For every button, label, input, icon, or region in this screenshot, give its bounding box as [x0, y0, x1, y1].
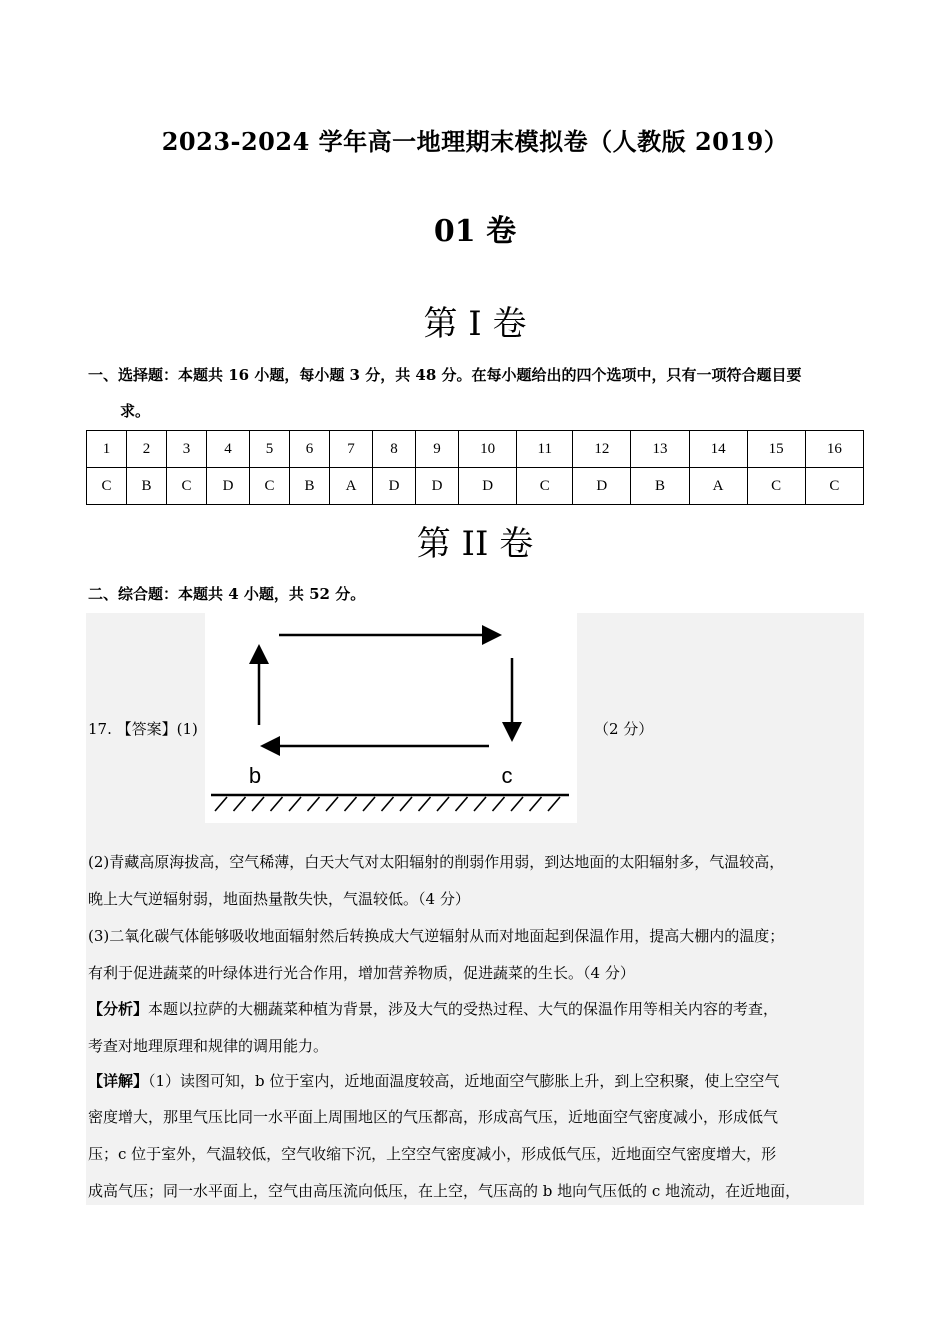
answer-line-1: (2)青藏高原海拔高，空气稀薄，白天大气对太阳辐射的削弱作用弱，到达地面的太阳辐射多，气温较高，	[88, 853, 785, 871]
hatch-mark	[511, 797, 523, 811]
answer-cell: C	[87, 468, 127, 505]
answer-cell: C	[747, 468, 805, 505]
answer-cell: B	[631, 468, 689, 505]
detail-line-1	[88, 1071, 779, 1091]
label-b: b	[248, 763, 262, 788]
answer-cell: D	[573, 468, 631, 505]
part1-heading: 第 I 卷	[423, 304, 527, 344]
question-number-cell: 10	[459, 431, 517, 468]
question-number-cell: 13	[631, 431, 689, 468]
answer-cell: C	[167, 468, 207, 505]
answer-cell: C	[805, 468, 863, 505]
answer-line-3: (3)二氧化碳气体能够吸收地面辐射然后转换成大气逆辐射从而对地面起到保温作用，提高大棚内的温度；	[88, 927, 785, 945]
hatch-mark	[493, 797, 505, 811]
answer-table-number-row	[87, 431, 864, 468]
question-number-cell: 7	[330, 431, 373, 468]
answer-cell: D	[373, 468, 416, 505]
circulation-diagram	[205, 613, 577, 823]
hatch-mark	[437, 797, 449, 811]
hatch-mark	[548, 797, 560, 811]
hatch-mark	[326, 797, 338, 811]
detail-line-2: 密度增大，那里气压比同一水平面上周围地区的气压都高，形成高气压，近地面空气密度减小，形成低气	[88, 1108, 779, 1126]
detail-line-4: 成高气压；同一水平面上，空气由高压流向低压，在上空，气压高的 b 地向气压低的 c 地流动，在近地面，	[88, 1182, 801, 1200]
answer-cell: D	[459, 468, 517, 505]
answer-cell: A	[689, 468, 747, 505]
answer-table	[86, 430, 864, 505]
detail-tag: 【详解】	[88, 1072, 149, 1090]
hatch-mark	[382, 797, 394, 811]
answer-cell: D	[207, 468, 250, 505]
hatch-mark	[308, 797, 320, 811]
answer-cell: D	[416, 468, 459, 505]
answer-cell: C	[517, 468, 573, 505]
hatch-mark	[345, 797, 357, 811]
hatch-mark	[215, 797, 227, 811]
part2-heading: 第 II 卷	[416, 524, 534, 564]
answer-table-answer-row	[87, 468, 864, 505]
q17-label: 17. 【答案】(1)	[88, 720, 198, 738]
hatch-mark	[474, 797, 486, 811]
question-number-cell: 3	[167, 431, 207, 468]
answer-cell: B	[127, 468, 167, 505]
question-number-cell: 5	[250, 431, 290, 468]
hatch-mark	[530, 797, 542, 811]
question-number-cell: 14	[689, 431, 747, 468]
question-number-cell: 4	[207, 431, 250, 468]
hatch-mark	[289, 797, 301, 811]
hatch-mark	[363, 797, 375, 811]
question-number-cell: 6	[290, 431, 330, 468]
question-number-cell: 16	[805, 431, 863, 468]
hatch-mark	[400, 797, 412, 811]
question-number-cell: 12	[573, 431, 631, 468]
analysis-text: 本题以拉萨的大棚蔬菜种植为背景，涉及大气的受热过程、大气的保温作用等相关内容的考查，	[148, 1000, 779, 1018]
label-c: c	[501, 763, 513, 788]
circulation-diagram-svg	[205, 613, 577, 823]
hatch-mark	[456, 797, 468, 811]
section2-heading: 二、综合题：本题共 4 小题，共 52 分。	[88, 585, 366, 603]
analysis-line-1	[88, 999, 778, 1019]
q17-score-1: （2 分）	[594, 720, 654, 738]
section1-heading-cont: 求。	[120, 402, 151, 420]
answer-cell: A	[330, 468, 373, 505]
question-number-cell: 2	[127, 431, 167, 468]
hatch-mark	[271, 797, 283, 811]
hatch-mark	[252, 797, 264, 811]
ground-hatching	[215, 797, 560, 811]
hatch-mark	[419, 797, 431, 811]
question-number-cell: 15	[747, 431, 805, 468]
section1-heading: 一、选择题：本题共 16 小题，每小题 3 分，共 48 分。在每小题给出的四个选项中，只有一项符合题目要	[88, 366, 802, 384]
analysis-tag: 【分析】	[88, 1000, 149, 1018]
answer-cell: B	[290, 468, 330, 505]
page-title: 2023-2024 学年高一地理期末模拟卷（人教版 2019）	[161, 127, 789, 156]
detail-text: （1）读图可知，b 位于室内，近地面温度较高，近地面空气膨胀上升，到上空积聚，使上空空气	[148, 1072, 780, 1090]
question-number-cell: 9	[416, 431, 459, 468]
answer-line-2: 晚上大气逆辐射弱，地面热量散失快，气温较低。（4 分）	[88, 890, 470, 908]
question-number-cell: 1	[87, 431, 127, 468]
answer-cell: C	[250, 468, 290, 505]
hatch-mark	[234, 797, 246, 811]
answer-line-4: 有利于促进蔬菜的叶绿体进行光合作用，增加营养物质，促进蔬菜的生长。（4 分）	[88, 964, 635, 982]
analysis-line-2: 考查对地理原理和规律的调用能力。	[88, 1037, 329, 1055]
question-number-cell: 11	[517, 431, 573, 468]
detail-line-3: 压；c 位于室外，气温较低，空气收缩下沉，上空空气密度减小，形成低气压，近地面空气密度增大，形	[88, 1145, 777, 1163]
page-subtitle: 01 卷	[433, 214, 517, 249]
question-number-cell: 8	[373, 431, 416, 468]
